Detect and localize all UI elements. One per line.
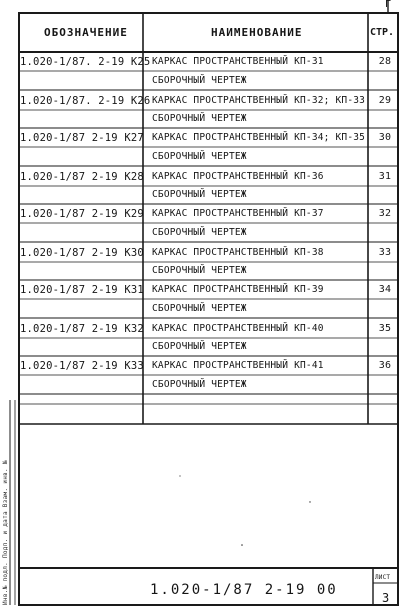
row-name: КАРКАС ПРОСТРАНСТВЕННЫЙ КП-38 [152,247,324,258]
header-page: СТР. [370,27,395,38]
row-page: 36 [378,360,392,371]
row-designation: 1.020-1/87. 2-19 К26 [20,95,151,107]
header-name: НАИМЕНОВАНИЕ [211,26,303,39]
row-designation: 1.020-1/87 2-19 К27 [20,132,144,144]
corner-mark: Г [385,0,392,10]
row-name: СБОРОЧНЫЙ ЧЕРТЕЖ [152,341,247,352]
header-designation: ОБОЗНАЧЕНИЕ [44,26,128,39]
row-designation: 1.020-1/87 2-19 К33 [20,360,144,372]
row-name: КАРКАС ПРОСТРАНСТВЕННЫЙ КП-34; КП-35 [152,132,366,143]
row-name: КАРКАС ПРОСТРАНСТВЕННЫЙ КП-40 [152,323,324,334]
row-page: 35 [378,323,392,334]
row-page: 29 [378,95,392,106]
row-designation: 1.020-1/87 2-19 К29 [20,208,144,220]
row-name: КАРКАС ПРОСТРАНСТВЕННЫЙ КП-36 [152,171,324,182]
row-name: СБОРОЧНЫЙ ЧЕРТЕЖ [152,303,247,314]
row-designation: 1.020-1/87. 2-19 К25 [20,56,151,68]
row-name: СБОРОЧНЫЙ ЧЕРТЕЖ [152,113,247,124]
binding-margin-text: Инв.№ подл. Подп. и дата Взам. инв. № [2,460,9,605]
row-name: СБОРОЧНЫЙ ЧЕРТЕЖ [152,151,247,162]
row-designation: 1.020-1/87 2-19 К32 [20,323,144,335]
row-page: 32 [378,208,392,219]
row-page: 33 [378,247,392,258]
row-name: КАРКАС ПРОСТРАНСТВЕННЫЙ КП-41 [152,360,324,371]
row-designation: 1.020-1/87 2-19 К31 [20,284,144,296]
row-name: СБОРОЧНЫЙ ЧЕРТЕЖ [152,265,247,276]
row-name: СБОРОЧНЫЙ ЧЕРТЕЖ [152,75,247,86]
row-name: КАРКАС ПРОСТРАНСТВЕННЫЙ КП-32; КП-33 [152,95,366,106]
row-page: 28 [378,56,392,67]
row-name: КАРКАС ПРОСТРАНСТВЕННЫЙ КП-39 [152,284,324,295]
row-designation: 1.020-1/87 2-19 К28 [20,171,144,183]
row-name: КАРКАС ПРОСТРАНСТВЕННЫЙ КП-37 [152,208,324,219]
row-name: СБОРОЧНЫЙ ЧЕРТЕЖ [152,379,247,390]
sheet-label: ЛИСТ [375,574,391,581]
row-name: СБОРОЧНЫЙ ЧЕРТЕЖ [152,189,247,200]
document-code: 1.020-1/87 2-19 00 [150,582,338,598]
row-designation: 1.020-1/87 2-19 К30 [20,247,144,259]
sheet-number: 3 [382,591,390,605]
row-page: 30 [378,132,392,143]
row-page: 34 [378,284,392,295]
row-name: СБОРОЧНЫЙ ЧЕРТЕЖ [152,227,247,238]
row-page: 31 [378,171,392,182]
row-name: КАРКАС ПРОСТРАНСТВЕННЫЙ КП-31 [152,56,324,67]
